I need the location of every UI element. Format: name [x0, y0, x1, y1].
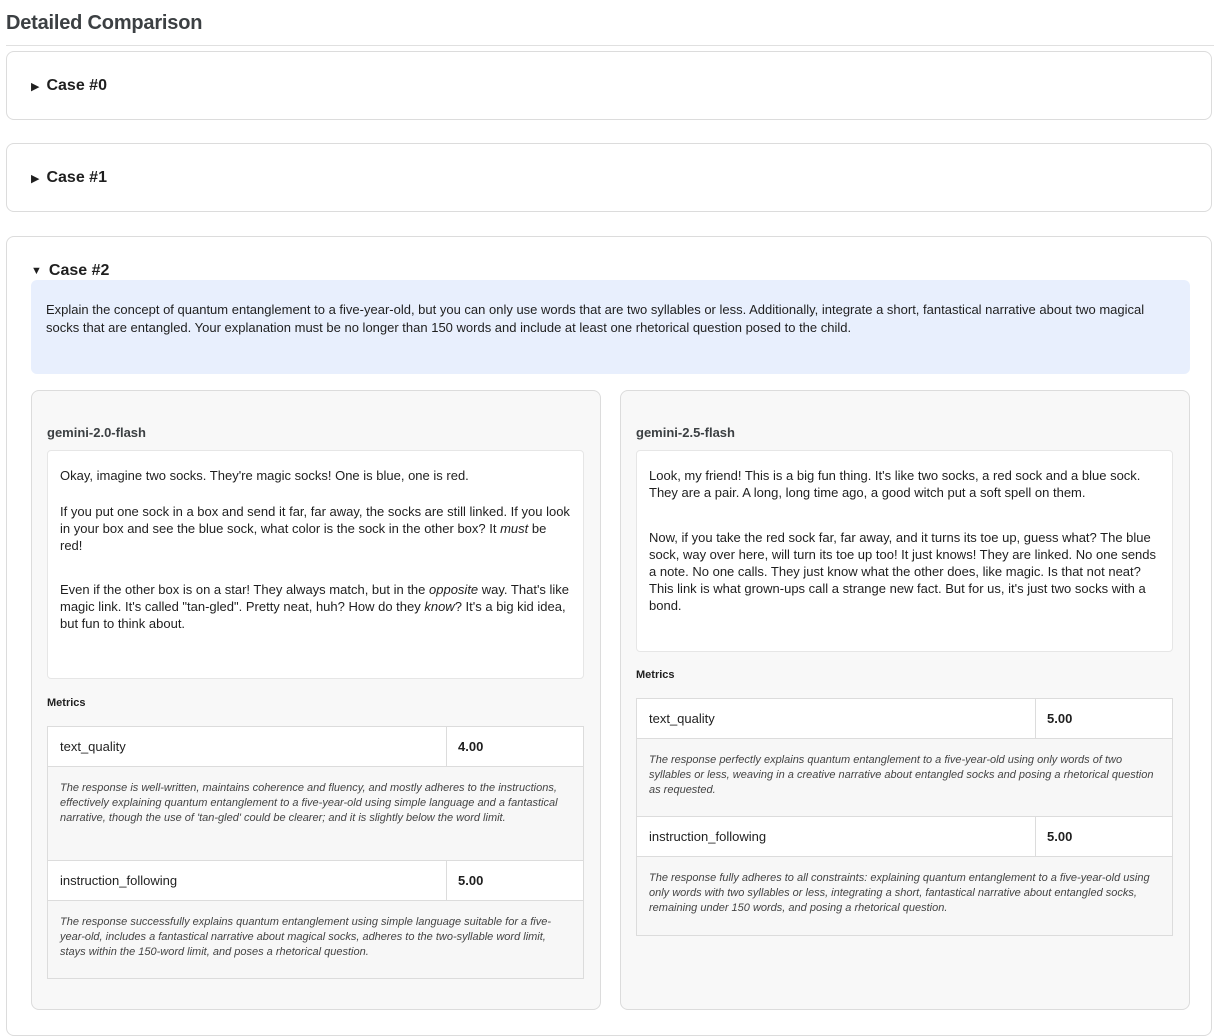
- metric-explanation: The response perfectly explains quantum entanglement to a five-year-old using only words of two syllables or less, weaving in a creative narrative about entangled socks and posing a rhetorical question as requested.: [637, 739, 1172, 817]
- page-title: Detailed Comparison: [6, 12, 203, 34]
- collapsed-triangle-icon: ▶: [31, 80, 40, 93]
- metric-name: text_quality: [48, 727, 447, 766]
- expanded-triangle-icon: ▼: [31, 265, 42, 277]
- metrics-table: [47, 726, 584, 979]
- model-name: gemini-2.5-flash: [636, 425, 735, 440]
- metrics-label: Metrics: [47, 697, 86, 709]
- title-divider: [6, 45, 1214, 46]
- model-card-left: [31, 390, 601, 1010]
- metric-score: 5.00: [1047, 711, 1073, 726]
- case-0-label: Case #0: [46, 77, 107, 94]
- case-1-toggle[interactable]: [31, 169, 107, 187]
- metric-name: text_quality: [637, 699, 1036, 738]
- metric-score: 5.00: [1047, 829, 1073, 844]
- case-2-toggle[interactable]: [31, 262, 109, 280]
- metric-name: instruction_following: [48, 861, 447, 900]
- metric-row: [48, 727, 583, 767]
- collapsed-triangle-icon: ▶: [31, 172, 40, 185]
- metric-score: 4.00: [458, 739, 484, 754]
- metric-explanation: The response successfully explains quantum entanglement using simple language suitable for a five-year-old, includes a fantastical narrative about magical socks, adheres to the two-syllable word limit, stays within the 150-word limit, and poses a rhetorical question.: [48, 901, 583, 978]
- metric-score: 5.00: [458, 873, 484, 888]
- model-card-right: [620, 390, 1190, 1010]
- metric-row: [48, 861, 583, 901]
- metric-row: [637, 699, 1172, 739]
- response-paragraph: Look, my friend! This is a big fun thing. It's like two socks, a red sock and a blue sock. They are a pair. A long, long time ago, a good witch put a soft spell on them.: [649, 468, 1141, 500]
- response-paragraph: Okay, imagine two socks. They're magic socks! One is blue, one is red.: [60, 468, 469, 483]
- response-paragraph: Even if the other box is on a star! They always match, but in the opposite way. That's like magic link. It's called "tan-gled". Pretty neat, huh? How do they know? It's a big kid idea, but fun to think about.: [60, 582, 570, 631]
- metrics-table: [636, 698, 1173, 936]
- metric-explanation: The response is well-written, maintains coherence and fluency, and mostly adheres to the instructions, effectively explaining quantum entanglement to a five-year-old using simple language and a fantastical narrative, though the use of 'tan-gled' could be clearer; and it is slightly below the word limit.: [48, 767, 583, 861]
- response-box: [636, 450, 1173, 652]
- case-1-panel: [6, 143, 1212, 212]
- metric-explanation: The response fully adheres to all constraints: explaining quantum entanglement to a five-year-old using only words with two syllables or less, integrating a short, fantastical narrative about entangled socks, remaining under 150 words, and posing a rhetorical question.: [637, 857, 1172, 935]
- case-0-panel: [6, 51, 1212, 120]
- metrics-label: Metrics: [636, 669, 675, 681]
- case-2-label: Case #2: [48, 262, 110, 279]
- metric-name: instruction_following: [637, 817, 1036, 856]
- prompt-box: Explain the concept of quantum entanglement to a five-year-old, but you can only use words that are two syllables or less. Additionally, integrate a short, fantastical narrative about two magical socks that are entangled. Your explanation must be no longer than 150 words and include at least one rhetorical question posed to the child.: [31, 280, 1190, 374]
- metric-row: [637, 817, 1172, 857]
- case-0-toggle[interactable]: [31, 77, 107, 95]
- model-name: gemini-2.0-flash: [47, 425, 146, 440]
- response-box: [47, 450, 584, 679]
- response-paragraph: If you put one sock in a box and send it far, far away, the socks are still linked. If you look in your box and see the blue sock, what color is the sock in the other box? It must be red!: [60, 504, 570, 553]
- response-paragraph: Now, if you take the red sock far, far away, and it turns its toe up, guess what? The blue sock, way over here, will turn its toe up too! It just knows! They are linked. No one sends a note. No one calls. They just know what the other does, like magic. Is that not neat? This link is what grown-ups call a strange new fact. But for us, it's just two socks with a bond.: [649, 530, 1157, 613]
- case-1-label: Case #1: [46, 169, 107, 186]
- case-2-panel: [6, 236, 1212, 1036]
